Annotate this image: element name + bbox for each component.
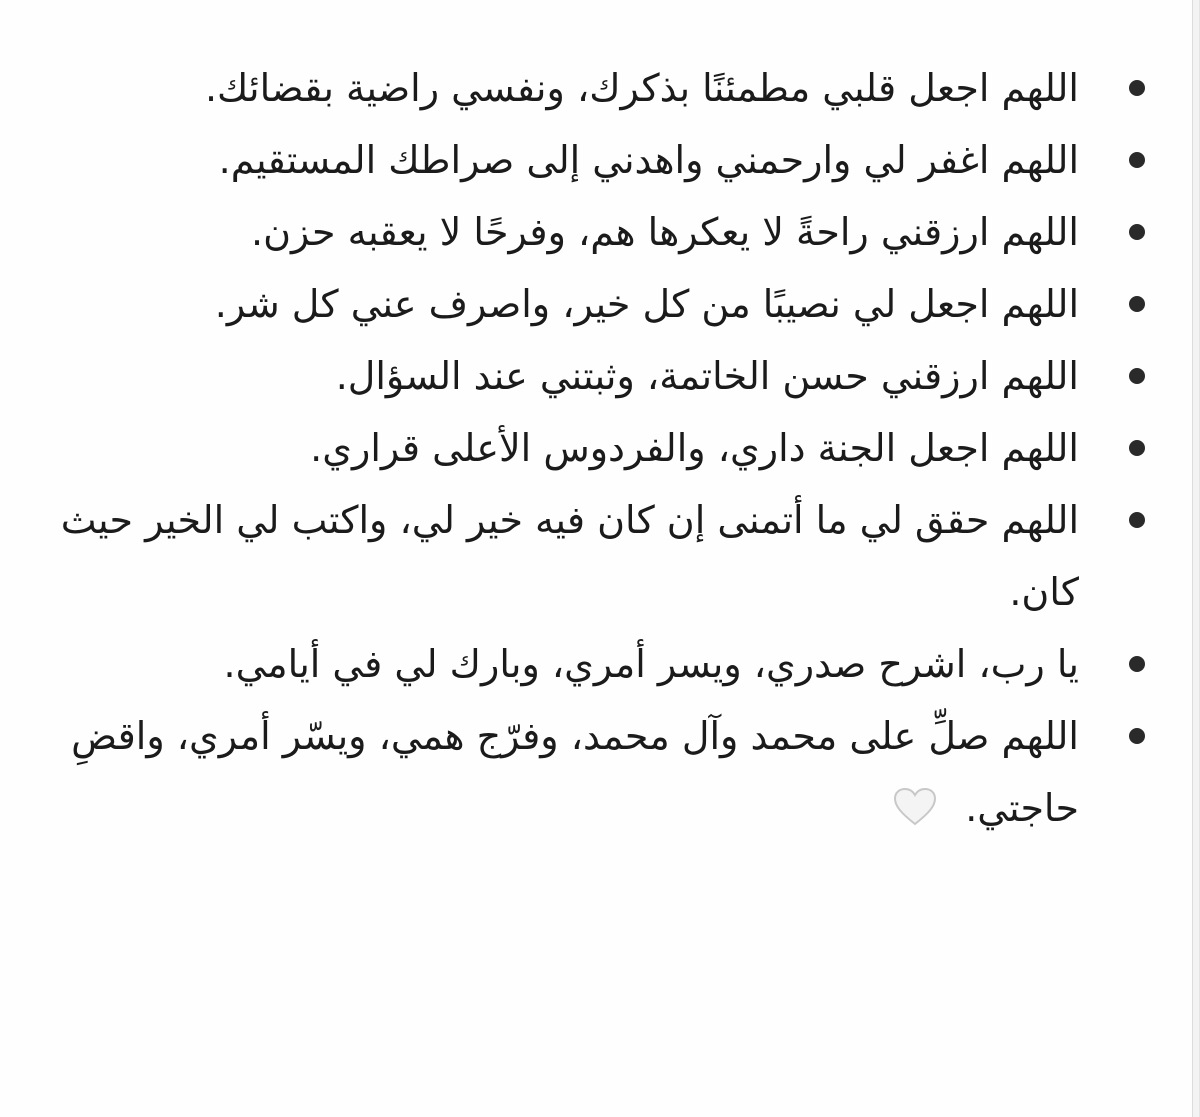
bullet-icon [1129,656,1145,672]
bullet-icon [1129,368,1145,384]
dua-text: اللهم اغفر لي وارحمني واهدني إلى صراطك المستقيم. [218,138,1079,182]
page-edge [1192,0,1199,1117]
dua-text: اللهم حقق لي ما أتمنى إن كان فيه خير لي، واكتب لي الخير حيث كان. [60,498,1079,614]
bullet-icon [1129,512,1145,528]
bullet-icon [1129,440,1145,456]
bullet-icon [1129,152,1145,168]
dua-text: اللهم ارزقني راحةً لا يعكرها هم، وفرحًا لا يعقبه حزن. [251,210,1079,254]
white-heart-icon [893,787,937,827]
bullet-icon [1129,296,1145,312]
list-item [39,484,1079,628]
bullet-icon [1129,728,1145,744]
dua-text: اللهم صلِّ على محمد وآل محمد، وفرّج همي، ويسّر أمري، واقضِ حاجتي. [71,714,1079,830]
list-item [39,700,1079,844]
list-item [39,124,1079,196]
list-item [39,196,1079,268]
dua-text: اللهم اجعل الجنة داري، والفردوس الأعلى قراري. [310,426,1079,470]
bullet-icon [1129,224,1145,240]
dua-text: اللهم ارزقني حسن الخاتمة، وثبتني عند السؤال. [335,354,1079,398]
list-item [39,268,1079,340]
list-item [39,52,1079,124]
list-item [39,628,1079,700]
dua-text: اللهم اجعل قلبي مطمئنًا بذكرك، ونفسي راضية بقضائك. [204,66,1079,110]
bullet-icon [1129,80,1145,96]
dua-text: اللهم اجعل لي نصيبًا من كل خير، واصرف عني كل شر. [214,282,1079,326]
dua-list [39,52,1079,844]
list-item [39,340,1079,412]
list-item [39,412,1079,484]
dua-text: يا رب، اشرح صدري، ويسر أمري، وبارك لي في أيامي. [223,642,1079,686]
